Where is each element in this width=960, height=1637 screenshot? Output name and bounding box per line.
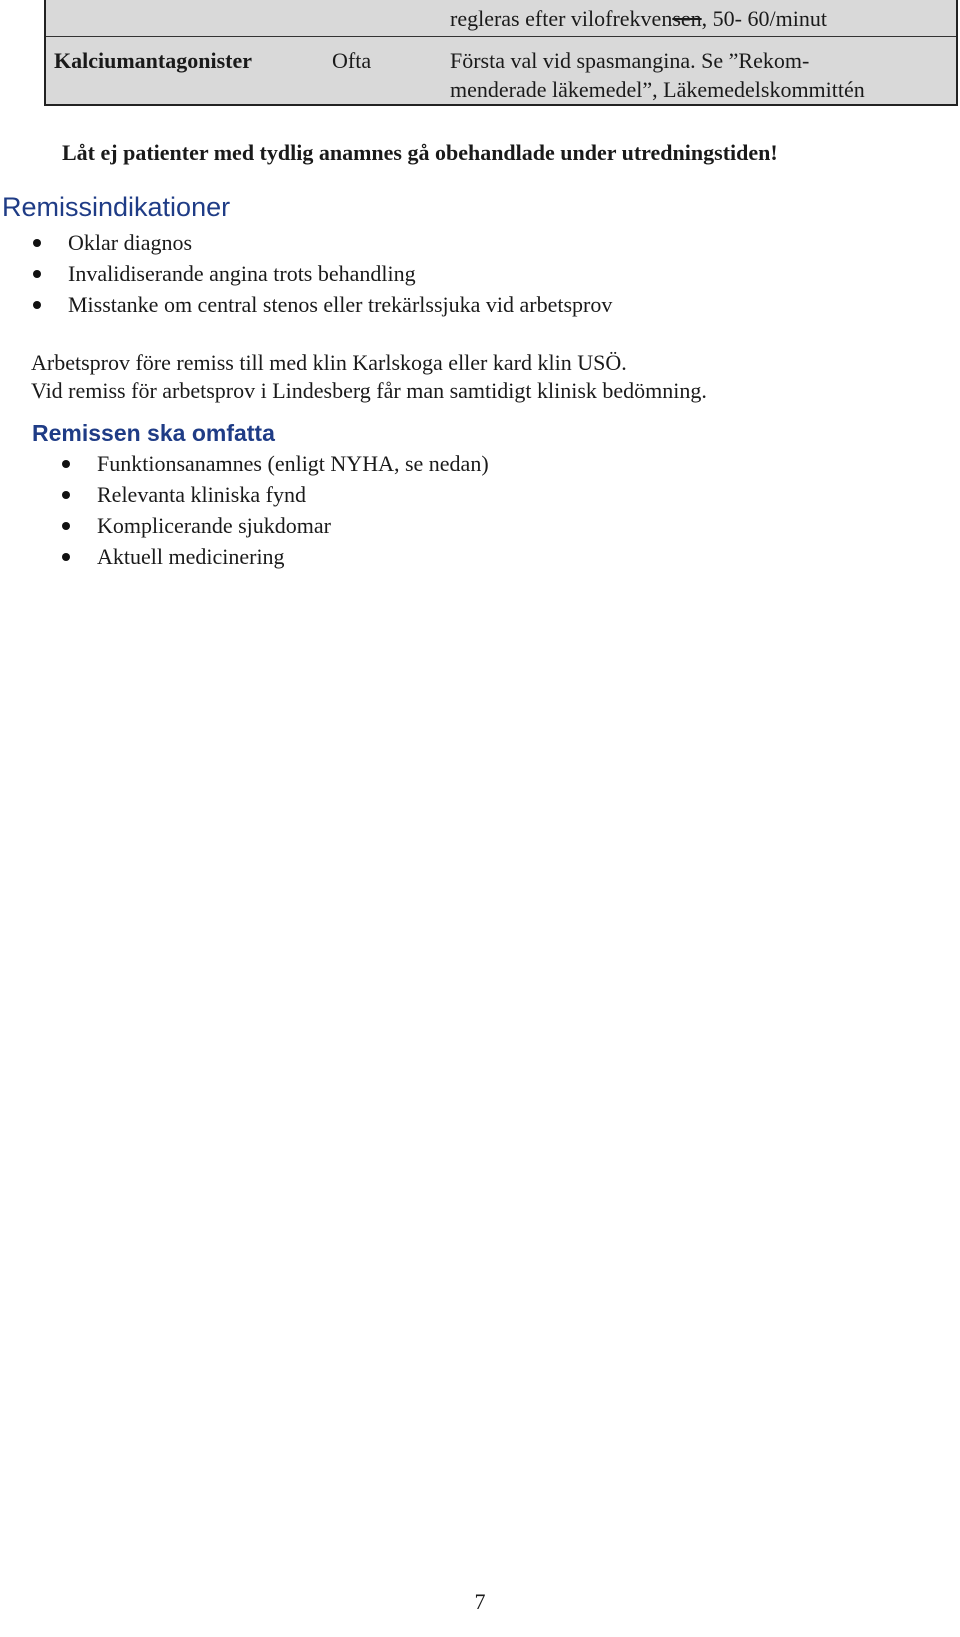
table-cell-drug: Kalciumantagonister: [54, 48, 252, 73]
list-item-text: Aktuell medicinering: [97, 544, 285, 569]
list-item-text: Invalidiserande angina trots behandling: [68, 261, 416, 286]
warning-text: Låt ej patienter med tydlig anamnes gå obehandlade under utredningstiden!: [62, 140, 778, 165]
page-number: 7: [474, 1589, 486, 1614]
paragraph-lindesberg: Vid remiss för arbetsprov i Lindesberg får man samtidigt klinisk bedömning.: [31, 378, 707, 403]
note-text-suffix: , 50- 60/minut: [701, 6, 827, 31]
table-row-continued: [46, 0, 956, 37]
medication-table: [44, 0, 958, 106]
bullet-icon: [62, 460, 70, 468]
table-row-calcium-antagonists: [46, 37, 956, 104]
table-cell-note-line2: menderade läkemedel”, Läkemedelskommittén: [450, 77, 865, 102]
list-item-text: Misstanke om central stenos eller trekärlssjuka vid arbetsprov: [68, 292, 613, 317]
heading-referral-indications: Remissindikationer: [2, 192, 231, 222]
heading-referral-contents: Remissen ska omfatta: [32, 420, 275, 446]
bullet-icon: [33, 239, 41, 247]
list-item-text: Oklar diagnos: [68, 230, 193, 255]
table-cell-note: [450, 5, 827, 33]
bullet-icon: [62, 522, 70, 530]
bullet-icon: [62, 553, 70, 561]
struck-text: sen: [672, 6, 702, 31]
table-cell-frequency: Ofta: [332, 48, 372, 73]
bullet-icon: [33, 301, 41, 309]
paragraph-exercise-test: Arbetsprov före remiss till med klin Karlskoga eller kard klin USÖ.: [31, 350, 627, 375]
note-text: regleras efter vilofrekven: [450, 6, 673, 31]
table-cell-note-line1: Första val vid spasmangina. Se ”Rekom-: [450, 48, 810, 73]
list-item-text: Komplicerande sjukdomar: [97, 513, 331, 538]
bullet-icon: [62, 491, 70, 499]
bullet-icon: [33, 270, 41, 278]
list-item-text: Relevanta kliniska fynd: [97, 482, 306, 507]
list-item-text: Funktionsanamnes (enligt NYHA, se nedan): [97, 451, 489, 476]
